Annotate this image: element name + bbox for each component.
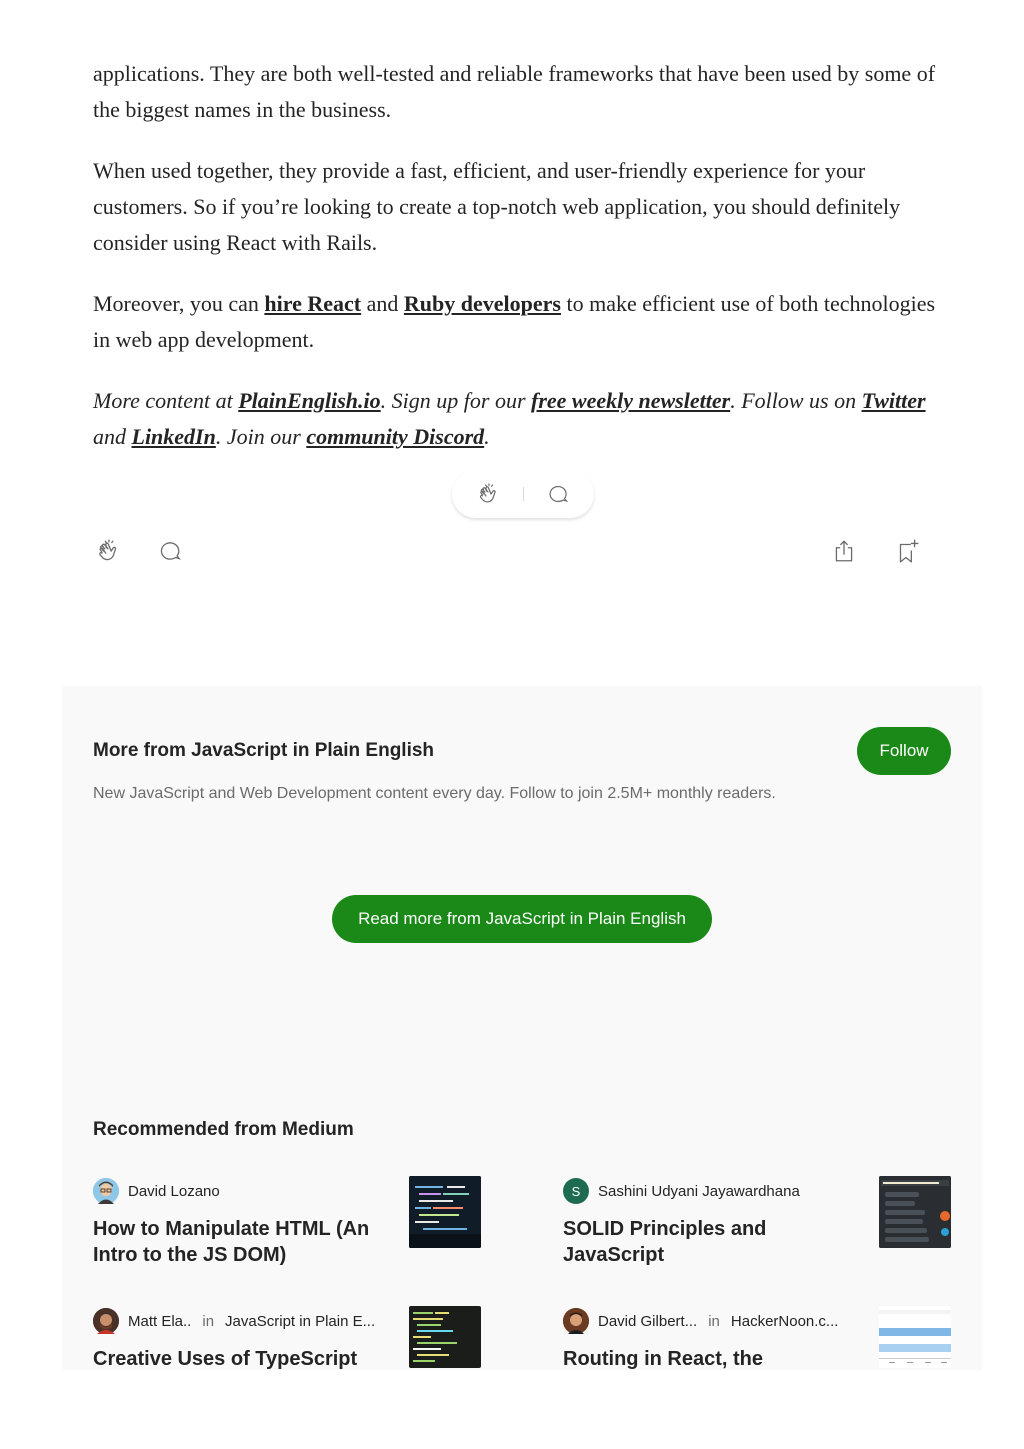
avatar: [93, 1308, 119, 1334]
card-author[interactable]: [93, 1308, 375, 1334]
linkedin-link[interactable]: LinkedIn: [131, 424, 216, 449]
read-more-button[interactable]: Read more from JavaScript in Plain English: [332, 895, 712, 943]
article-body: [93, 56, 953, 480]
clap-icon[interactable]: [473, 478, 505, 510]
author-name: David Gilbert...: [598, 1312, 698, 1330]
card-author[interactable]: [563, 1178, 800, 1204]
publication-name[interactable]: JavaScript in Plain E...: [225, 1312, 376, 1330]
newsletter-link[interactable]: free weekly newsletter: [531, 388, 731, 413]
more-from-publication-panel: [62, 686, 982, 1370]
paragraph-3: [93, 286, 953, 358]
publication-name[interactable]: HackerNoon.c...: [730, 1312, 839, 1330]
card-title[interactable]: How to Manipulate HTML (An Intro to the JS DOM): [93, 1218, 370, 1266]
recommended-card[interactable]: [563, 1178, 953, 1278]
comment-icon[interactable]: [542, 478, 574, 510]
author-name: Matt Ela..: [128, 1312, 192, 1330]
ruby-developers-link[interactable]: Ruby developers: [403, 291, 561, 316]
bookmark-add-icon[interactable]: [891, 535, 923, 567]
follow-button[interactable]: Follow: [857, 727, 951, 775]
paragraph-1: applications. They are both well-tested and reliable frameworks that have been used by some of the biggest names in the business.: [93, 61, 936, 122]
card-thumbnail[interactable]: [409, 1306, 481, 1368]
paragraph-4-text: . Follow us on: [730, 388, 862, 413]
recommended-card[interactable]: [563, 1308, 953, 1370]
paragraph-4-text: .: [484, 424, 490, 449]
publication-heading: More from JavaScript in Plain English: [93, 740, 435, 761]
share-icon[interactable]: [828, 535, 860, 567]
card-title[interactable]: SOLID Principles and JavaScript: [563, 1218, 767, 1266]
paragraph-3-text: and: [361, 291, 404, 316]
recommended-card[interactable]: [93, 1308, 483, 1370]
avatar: [563, 1308, 589, 1334]
author-name: Sashini Udyani Jayawardhana: [598, 1182, 800, 1200]
avatar: [93, 1178, 119, 1204]
paragraph-4-text: . Join our: [215, 424, 307, 449]
card-title[interactable]: Routing in React, the: [563, 1348, 763, 1370]
card-author[interactable]: [93, 1178, 220, 1204]
clap-icon[interactable]: [93, 535, 125, 567]
floating-action-bar: [452, 470, 594, 518]
hire-react-link[interactable]: hire React: [264, 291, 362, 316]
card-thumbnail[interactable]: [879, 1176, 951, 1248]
discord-link[interactable]: community Discord: [306, 424, 485, 449]
recommended-heading: Recommended from Medium: [93, 1119, 354, 1140]
paragraph-4: [93, 383, 953, 455]
paragraph-4-text: . Sign up for our: [380, 388, 532, 413]
publication-description: New JavaScript and Web Development content every day. Follow to join 2.5M+ monthly readers.: [93, 785, 776, 802]
article-action-row: [93, 535, 923, 569]
action-divider: [523, 487, 524, 501]
author-name: David Lozano: [128, 1182, 220, 1200]
in-label: in: [708, 1312, 720, 1330]
recommended-card[interactable]: [93, 1178, 483, 1278]
twitter-link[interactable]: Twitter: [861, 388, 926, 413]
card-author[interactable]: [563, 1308, 838, 1334]
avatar: S: [563, 1178, 589, 1204]
card-title[interactable]: Creative Uses of TypeScript: [93, 1348, 358, 1370]
card-thumbnail[interactable]: [409, 1176, 481, 1248]
paragraph-3-text: to make efficient use of both technologies in web app development.: [93, 291, 936, 352]
card-thumbnail[interactable]: [879, 1306, 951, 1368]
paragraph-4-text: More content at: [93, 388, 239, 413]
paragraph-4-text: and: [93, 424, 132, 449]
plainenglish-link[interactable]: PlainEnglish.io: [238, 388, 381, 413]
paragraph-3-text: Moreover, you can: [93, 291, 265, 316]
in-label: in: [202, 1312, 215, 1330]
comment-icon[interactable]: [154, 535, 186, 567]
paragraph-2: When used together, they provide a fast, efficient, and user-friendly experience for your customers. So if you’re looking to create a top-notch web application, you should definitely consider using React with Rails.: [93, 158, 901, 255]
